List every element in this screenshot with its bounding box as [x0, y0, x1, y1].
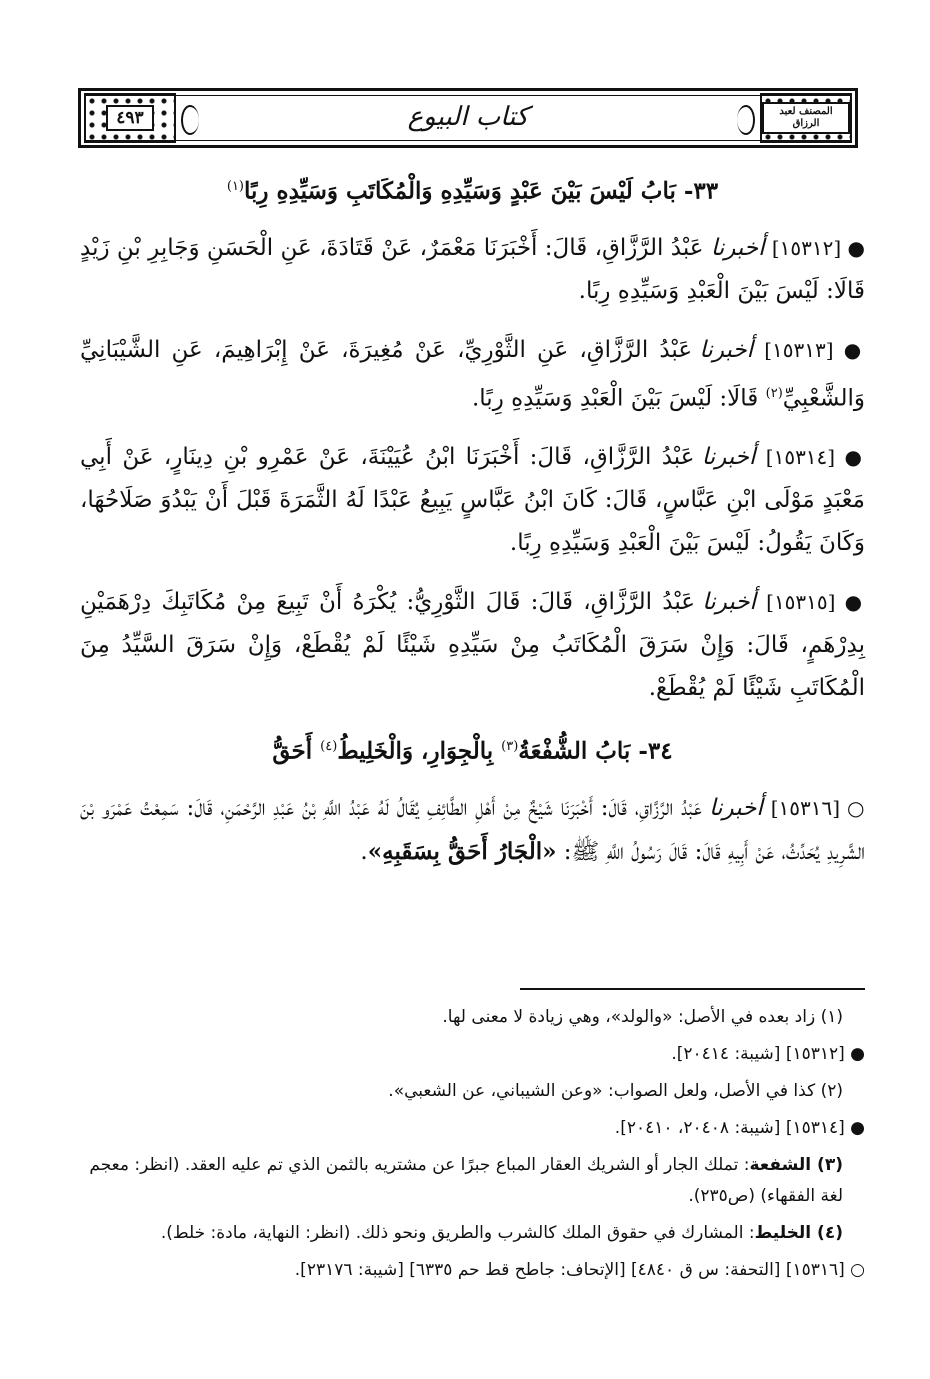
footnote-ref: (١) — [226, 179, 244, 194]
hadith-text: عَبْدُ الرَّزَّاقِ، قَالَ: أَخْبَرَنَا شَيْخٌ مِنْ أَهْلِ الطَّائِفِ يُقَالُ لَهُ عَبْدُ اللَّهِ بْنُ عَبْدِ الرَّحْمَنِ، قَالَ: سَمِعْتُ عَمْرَو بْنَ الشَّرِيدِ يُحَدِّثُ، عَنْ أَبِيهِ قَالَ: قَالَ رَسُولُ اللَّهِ ﷺ: — [80, 794, 865, 865]
footnote-definition: : المشارك في حقوق الملك كالشرب والطريق ونحو ذلك. (انظر: النهاية، مادة: خلط). — [160, 1223, 755, 1243]
hadith-15313 — [80, 329, 865, 421]
footnote-term: (٤) الخليط — [754, 1223, 843, 1243]
footnote-ref: (٤) — [320, 739, 338, 755]
hadith-15314 — [80, 436, 865, 565]
akhbarana-word: أخبرنا — [702, 589, 756, 616]
chapter-heading-part: بِالْجِوَارِ، وَالْخَلِيطُ — [337, 737, 502, 765]
chapter-heading-text: ٣٣- بَابُ لَيْسَ بَيْنَ عَبْدٍ وَسَيِّدِهِ وَالْمُكَاتَبِ وَسَيِّدِهِ رِبًا — [244, 177, 719, 205]
hadith-15312 — [80, 227, 865, 313]
hadith-text: عَبْدُ الرَّزَّاقِ، قَالَ: أَخْبَرَنَا مَعْمَرٌ، عَنْ قَتَادَةَ، عَنِ الْحَسَنِ وَجَابِرِ بْنِ زَيْدٍ قَالَا: لَيْسَ بَيْنَ الْعَبْدِ وَسَيِّدِهِ رِبًا. — [80, 234, 865, 304]
hadith-text: عَبْدُ الرَّزَّاقِ، قَالَ: قَالَ الثَّوْرِيُّ: يُكْرَهُ أَنْ تَبِيعَ مِنْ مُكَاتَبِكَ دِرْهَمَيْنِ بِدِرْهَمٍ، قَالَ: وَإِنْ سَرَقَ الْمُكَاتَبُ مِنْ سَيِّدِهِ شَيْئًا لَمْ يُقْطَعْ، وَإِنْ سَرَقَ السَّيِّدُ مِنَ الْمُكَاتَبِ شَيْئًا لَمْ يُقْطَعْ. — [80, 589, 865, 702]
hadith-15316 — [80, 787, 865, 874]
footnote-term: (٣) الشفعة — [749, 1155, 843, 1175]
hadith-15315 — [80, 581, 865, 710]
footnote-ref: (٣) — [501, 739, 519, 755]
akhbarana-word: أخبرنا — [699, 336, 754, 363]
hadith-text: عَبْدُ الرَّزَّاقِ، عَنِ الثَّوْرِيِّ، عَنْ مُغِيرَةَ، عَنْ إِبْرَاهِيمَ، عَنِ الشَّيْبَانِيِّ وَالشَّعْبِيِّ — [80, 336, 865, 412]
source-15314: ● [١٥٣١٤] [شيبة: ٢٠٤٠٨، ٢٠٤١٠]. — [614, 1118, 865, 1138]
hadith-number: ● [١٥٣١٥] — [766, 590, 865, 615]
footnotes — [80, 1002, 865, 1292]
footnote-2: (٢) كذا في الأصل، ولعل الصواب: «وعن الشيباني، عن الشعبي». — [388, 1081, 843, 1101]
footnote-4 — [80, 1218, 865, 1249]
footnote-separator — [520, 988, 865, 990]
akhbarana-word: أخبرنا — [709, 794, 763, 821]
hadith-number: ● [١٥٣١٣] — [764, 337, 865, 362]
hadith-end: . — [360, 838, 368, 865]
title-bracket-left — [181, 105, 199, 135]
chapter-heading-33 — [80, 166, 865, 213]
akhbarana-word: أخبرنا — [710, 234, 765, 261]
chapter-heading-part: أَحَقُّ — [272, 737, 321, 765]
emblem-ornament — [760, 93, 852, 143]
footnote-definition: : تملك الجار أو الشريك العقار المباع جبرًا عن مشتريه بالثمن الذي تم عليه العقد. (انظر: معجم لغة الفقهاء) (ص٢٣٥). — [89, 1155, 843, 1206]
hadith-text: عَبْدُ الرَّزَّاقِ، قَالَ: أَخْبَرَنَا ابْنُ عُيَيْنَةَ، عَنْ عَمْرِو بْنِ دِينَارٍ، عَنْ أَبِي مَعْبَدٍ مَوْلَى ابْنِ عَبَّاسٍ، قَالَ: كَانَ ابْنُ عَبَّاسٍ يَبِيعُ عَبْدًا لَهُ الثَّمَرَةَ قَبْلَ أَنْ يَبْدُوَ صَلَاحُهَا، وَكَانَ يَقُولُ: لَيْسَ بَيْنَ الْعَبْدِ وَسَيِّدِهِ رِبًا. — [80, 444, 865, 557]
hadith-text-cont: قَالَا: لَيْسَ بَيْنَ الْعَبْدِ وَسَيِّدِهِ رِبًا. — [471, 385, 766, 412]
title-bracket-right — [737, 105, 755, 135]
footnote-3 — [80, 1150, 865, 1212]
footnote-1: (١) زاد بعده في الأصل: «والولد»، وهي زيادة لا معنى لها. — [442, 1007, 843, 1027]
main-text — [80, 160, 865, 890]
prophetic-quote: «الْجَارُ أَحَقُّ بِسَقَبِهِ» — [367, 837, 557, 865]
page-number-ornament — [84, 93, 176, 143]
source-15316: ○ [١٥٣١٦] [التحفة: س ق ٤٨٤٠] [الإتحاف: جاطح قط حم ٦٣٣٥] [شيبة: ٢٣١٧٦]. — [294, 1260, 865, 1280]
page-number: ٤٩٣ — [106, 105, 153, 132]
footnote-ref: (٢) — [765, 385, 783, 401]
chapter-heading-part: ٣٤- بَابُ الشُّفْعَةُ — [518, 737, 673, 765]
akhbarana-word: أخبرنا — [701, 444, 756, 471]
hadith-number: ● [١٥٣١٢] — [771, 235, 865, 260]
hadith-number: ○ [١٥٣١٦] — [770, 795, 865, 820]
emblem-text: المصنف لعبد الرزاق — [762, 102, 850, 134]
chapter-heading-34 — [80, 726, 865, 773]
source-15312: ● [١٥٣١٢] [شيبة: ٢٠٤١٤]. — [671, 1044, 865, 1064]
hadith-number: ● [١٥٣١٤] — [765, 445, 865, 470]
book-title: كتاب البيوع — [407, 102, 529, 132]
page-header — [78, 88, 858, 148]
